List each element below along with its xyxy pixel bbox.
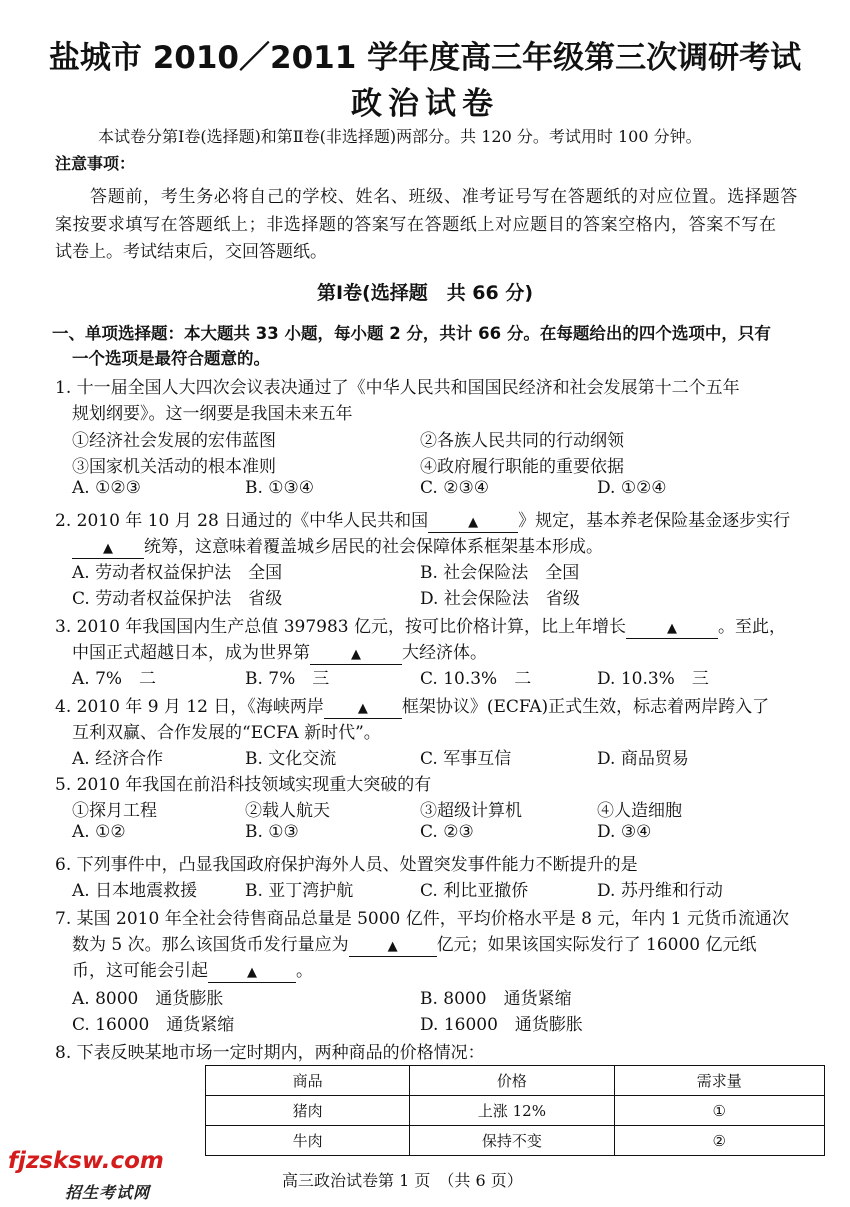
notice-line-3: 试卷上。考试结束后，交回答题纸。 [55, 242, 327, 262]
q7-stem-part2: 亿元；如果该国实际发行了 16000 亿元纸 [436, 935, 757, 955]
q1-option-c: C. ②③④ [420, 478, 489, 498]
blank-marker: ▲ [387, 939, 398, 954]
q7-option-c: C. 16000 通货紧缩 [72, 1015, 235, 1035]
table-header-cell: 需求量 [614, 1066, 824, 1096]
table-cell: 上涨 12% [410, 1096, 614, 1126]
notice-line-1: 答题前，考生务必将自己的学校、姓名、班级、准考证号写在答题纸的对应位置。选择题答 [90, 187, 798, 207]
q6-option-c: C. 利比亚撤侨 [420, 881, 529, 901]
q7-option-b: B. 8000 通货紧缩 [420, 989, 572, 1009]
q7-option-a: A. 8000 通货膨胀 [72, 989, 224, 1009]
q7-blank-2 [208, 962, 296, 983]
q1-stem-line2: 规划纲要》。这一纲要是我国未来五年 [72, 404, 353, 424]
table-header-cell: 价格 [410, 1066, 614, 1096]
q3-option-c: C. 10.3% 二 [420, 669, 532, 689]
q2-blank-2 [72, 538, 144, 559]
exam-title: 盐城市 2010／2011 学年度高三年级第三次调研考试 [48, 40, 802, 76]
table-cell: 保持不变 [410, 1126, 614, 1156]
q8-price-table [205, 1065, 825, 1156]
q2-option-d: D. 社会保险法 省级 [420, 589, 580, 609]
table-cell: ① [614, 1096, 824, 1126]
q4-option-d: D. 商品贸易 [597, 749, 689, 769]
q7-option-d: D. 16000 通货膨胀 [420, 1015, 583, 1035]
blank-marker: ▲ [357, 701, 368, 716]
table-row [206, 1096, 825, 1126]
q3-blank-2 [310, 644, 402, 665]
section-instruction-line2: 一个选项是最符合题意的。 [72, 349, 270, 368]
q2-stem-line2 [72, 532, 603, 559]
q2-stem-line1 [55, 506, 790, 533]
q7-stem-line2 [72, 930, 757, 957]
blank-marker: ▲ [468, 515, 479, 530]
q4-stem-part2: 框架协议》(ECFA)正式生效，标志着两岸跨入了 [401, 697, 770, 717]
q3-blank-1 [626, 618, 718, 639]
table-cell: 牛肉 [206, 1126, 410, 1156]
site-watermark-subtitle: 招生考试网 [65, 1183, 151, 1202]
blank-marker: ▲ [351, 647, 361, 662]
notice-heading: 注意事项： [55, 154, 136, 173]
q6-option-b: B. 亚丁湾护航 [245, 881, 354, 901]
blank-marker: ▲ [103, 541, 113, 556]
q2-stem-part3: 统筹，这意味着覆盖城乡居民的社会保障体系框架基本形成。 [144, 537, 603, 557]
q3-stem-part2: 。至此， [718, 617, 786, 637]
q7-stem-part4: 。 [296, 961, 313, 981]
blank-marker: ▲ [667, 621, 677, 636]
q4-stem-line1 [55, 692, 769, 719]
q1-item-4: ④政府履行职能的重要依据 [420, 457, 624, 477]
q5-stem-line1: 5. 2010 年我国在前沿科技领域实现重大突破的有 [55, 775, 432, 795]
q6-option-d: D. 苏丹维和行动 [597, 881, 723, 901]
q2-blank-1 [428, 512, 518, 533]
q5-item-2: ②载人航天 [245, 801, 330, 821]
q1-option-d: D. ①②④ [597, 478, 667, 498]
section-instruction-line1: 一、单项选择题：本大题共 33 小题，每小题 2 分，共计 66 分。在每题给出的四个选项中，只有 [52, 324, 771, 343]
q7-blank-1 [349, 936, 437, 957]
section-title: 第Ⅰ卷(选择题 共 66 分) [316, 282, 534, 304]
q3-option-a: A. 7% 二 [72, 669, 157, 689]
q2-option-c: C. 劳动者权益保护法 省级 [72, 589, 283, 609]
q2-option-a: A. 劳动者权益保护法 全国 [72, 563, 283, 583]
q1-item-3: ③国家机关活动的根本准则 [72, 457, 276, 477]
exam-subtitle: 政治试卷 [351, 86, 499, 122]
q7-stem-part1: 数为 5 次。那么该国货币发行量应为 [72, 935, 349, 955]
q3-option-d: D. 10.3% 三 [597, 669, 709, 689]
q8-stem-line1: 8. 下表反映某地市场一定时期内，两种商品的价格情况： [55, 1043, 485, 1063]
q3-stem-line1 [55, 612, 786, 639]
q6-stem-line1: 6. 下列事件中，凸显我国政府保护海外人员、处置突发事件能力不断提升的是 [55, 855, 638, 875]
table-row [206, 1126, 825, 1156]
q5-item-3: ③超级计算机 [420, 801, 522, 821]
q2-stem-part1: 2. 2010 年 10 月 28 日通过的《中华人民共和国 [55, 511, 429, 531]
table-cell: 猪肉 [206, 1096, 410, 1126]
q1-option-b: B. ①③④ [245, 478, 315, 498]
table-cell: ② [614, 1126, 824, 1156]
q4-option-a: A. 经济合作 [72, 749, 164, 769]
q1-option-a: A. ①②③ [72, 478, 141, 498]
q2-option-b: B. 社会保险法 全国 [420, 563, 580, 583]
q5-option-b: B. ①③ [245, 822, 299, 842]
site-watermark-logo: fjzsksw.com [8, 1148, 164, 1174]
q7-stem-line1: 7. 某国 2010 年全社会待售商品总量是 5000 亿件，平均价格水平是 8 元，年内 1 元货币流通次 [55, 909, 790, 929]
page-number-footer: 高三政治试卷第 1 页 （共 6 页） [282, 1171, 523, 1190]
q2-stem-part2: 》规定，基本养老保险基金逐步实行 [518, 511, 791, 531]
q5-item-4: ④人造细胞 [597, 801, 682, 821]
q3-option-b: B. 7% 三 [245, 669, 330, 689]
q1-item-1: ①经济社会发展的宏伟蓝图 [72, 431, 276, 451]
q1-item-2: ②各族人民共同的行动纲领 [420, 431, 624, 451]
q4-option-c: C. 军事互信 [420, 749, 512, 769]
q1-stem-line1: 1. 十一届全国人大四次会议表决通过了《中华人民共和国国民经济和社会发展第十二个五年 [55, 378, 740, 398]
table-header-cell: 商品 [206, 1066, 410, 1096]
q7-stem-part3: 币，这可能会引起 [72, 961, 208, 981]
q5-option-d: D. ③④ [597, 822, 652, 842]
table-header-row [206, 1066, 825, 1096]
q4-blank [324, 698, 402, 719]
q4-stem-part1: 4. 2010 年 9 月 12 日，《海峡两岸 [55, 697, 324, 717]
q7-stem-line3 [72, 956, 313, 983]
q3-stem-part4: 大经济体。 [402, 643, 487, 663]
q6-option-a: A. 日本地震救援 [72, 881, 198, 901]
q4-stem-line2: 互利双赢、合作发展的“ECFA 新时代”。 [72, 723, 381, 743]
q3-stem-part1: 3. 2010 年我国国内生产总值 397983 亿元，按可比价格计算，比上年增长 [55, 617, 626, 637]
q3-stem-line2 [72, 638, 487, 665]
notice-line-2: 案按要求填写在答题纸上；非选择题的答案写在答题纸上对应题目的答案空格内，答案不写在 [55, 215, 777, 235]
q4-option-b: B. 文化交流 [245, 749, 337, 769]
blank-marker: ▲ [247, 965, 257, 980]
q5-option-a: A. ①② [72, 822, 126, 842]
q5-option-c: C. ②③ [420, 822, 474, 842]
q3-stem-part3: 中国正式超越日本，成为世界第 [72, 643, 310, 663]
exam-intro: 本试卷分第Ⅰ卷(选择题)和第Ⅱ卷(非选择题)两部分。共 120 分。考试用时 100 分钟。 [98, 127, 702, 146]
q5-item-1: ①探月工程 [72, 801, 157, 821]
